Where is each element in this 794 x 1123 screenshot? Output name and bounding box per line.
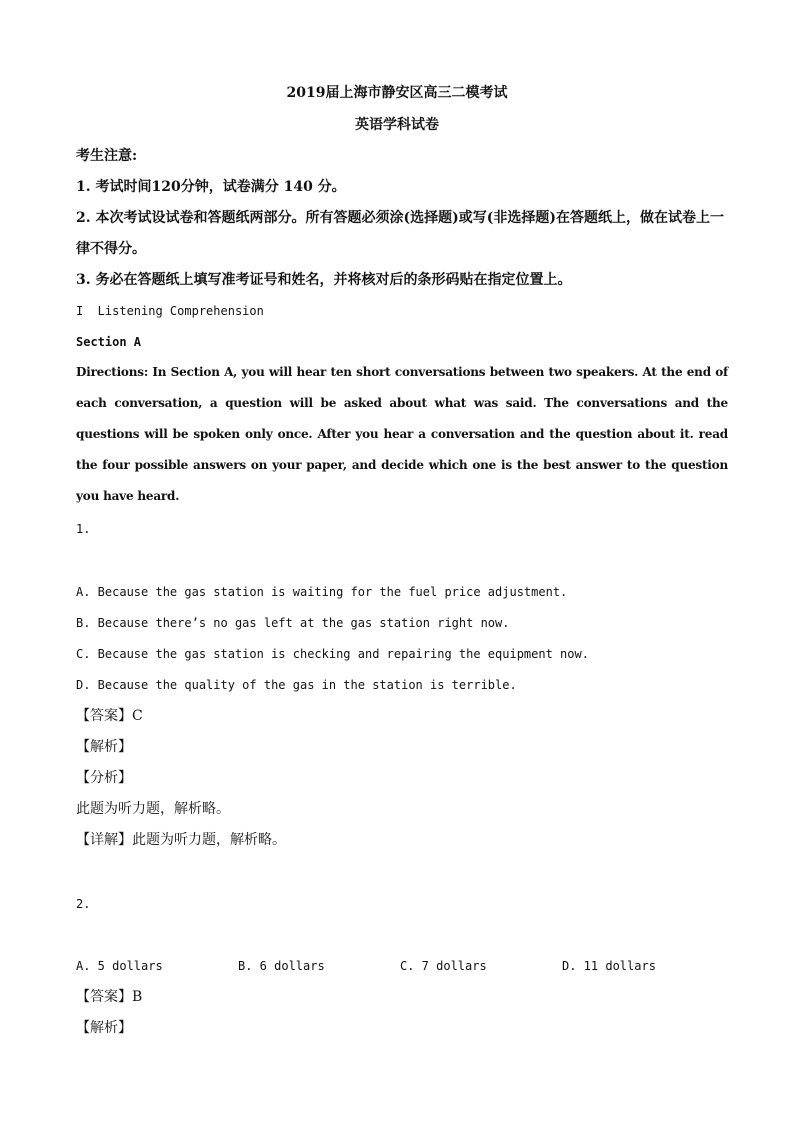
notice-item-2: 2. 本次考试设试卷和答题纸两部分。所有答题必须涂(选择题)或写(非选择题)在答题纸上，做在试卷上一律不得分。 — [76, 210, 724, 257]
option-a: A. Because the gas station is waiting for the fuel price adjustment. — [76, 585, 568, 599]
fenxi-text: 此题为听力题，解析略。 — [76, 801, 230, 817]
option-a: A. 5 dollars — [76, 959, 163, 973]
fenxi-label: 【分析】 — [76, 770, 132, 786]
analysis-label: 【解析】 — [76, 1020, 132, 1036]
notice-item-1: 1. 考试时间120分钟，试卷满分 140 分。 — [76, 179, 346, 195]
option-d: D. 11 dollars — [562, 959, 656, 973]
option-c: C. Because the gas station is checking and repairing the equipment now. — [76, 647, 589, 661]
exam-title: 2019届上海市静安区高三二模考试 — [286, 85, 508, 101]
question-number: 1. — [76, 522, 91, 536]
answer-label: 【答案】C — [76, 708, 143, 724]
question-number: 2. — [76, 897, 91, 911]
option-b: B. Because there’s no gas left at the gas station right now. — [76, 616, 510, 630]
answer-label: 【答案】B — [76, 989, 143, 1005]
exam-subtitle: 英语学科试卷 — [355, 117, 439, 133]
directions-paragraph: Directions: In Section A, you will hear ten short conversations between two speakers. At the end of each conversation, a question will be asked about what was said. The conversations and the questions will be spoken only once. After you hear a conversation and the question about it. read the four possible answers on your paper, and decide which one is the best answer to the question you have heard. — [76, 365, 728, 503]
analysis-label: 【解析】 — [76, 739, 132, 755]
option-b: B. 6 dollars — [238, 959, 325, 973]
option-c: C. 7 dollars — [400, 959, 487, 973]
part-title: I Listening Comprehension — [76, 304, 264, 318]
detail-text: 【详解】此题为听力题，解析略。 — [76, 832, 286, 848]
section-title: Section A — [76, 335, 142, 349]
option-d: D. Because the quality of the gas in the station is terrible. — [76, 678, 517, 692]
notice-heading: 考生注意: — [76, 148, 138, 164]
notice-item-3: 3. 务必在答题纸上填写准考证号和姓名，并将核对后的条形码贴在指定位置上。 — [76, 272, 572, 288]
